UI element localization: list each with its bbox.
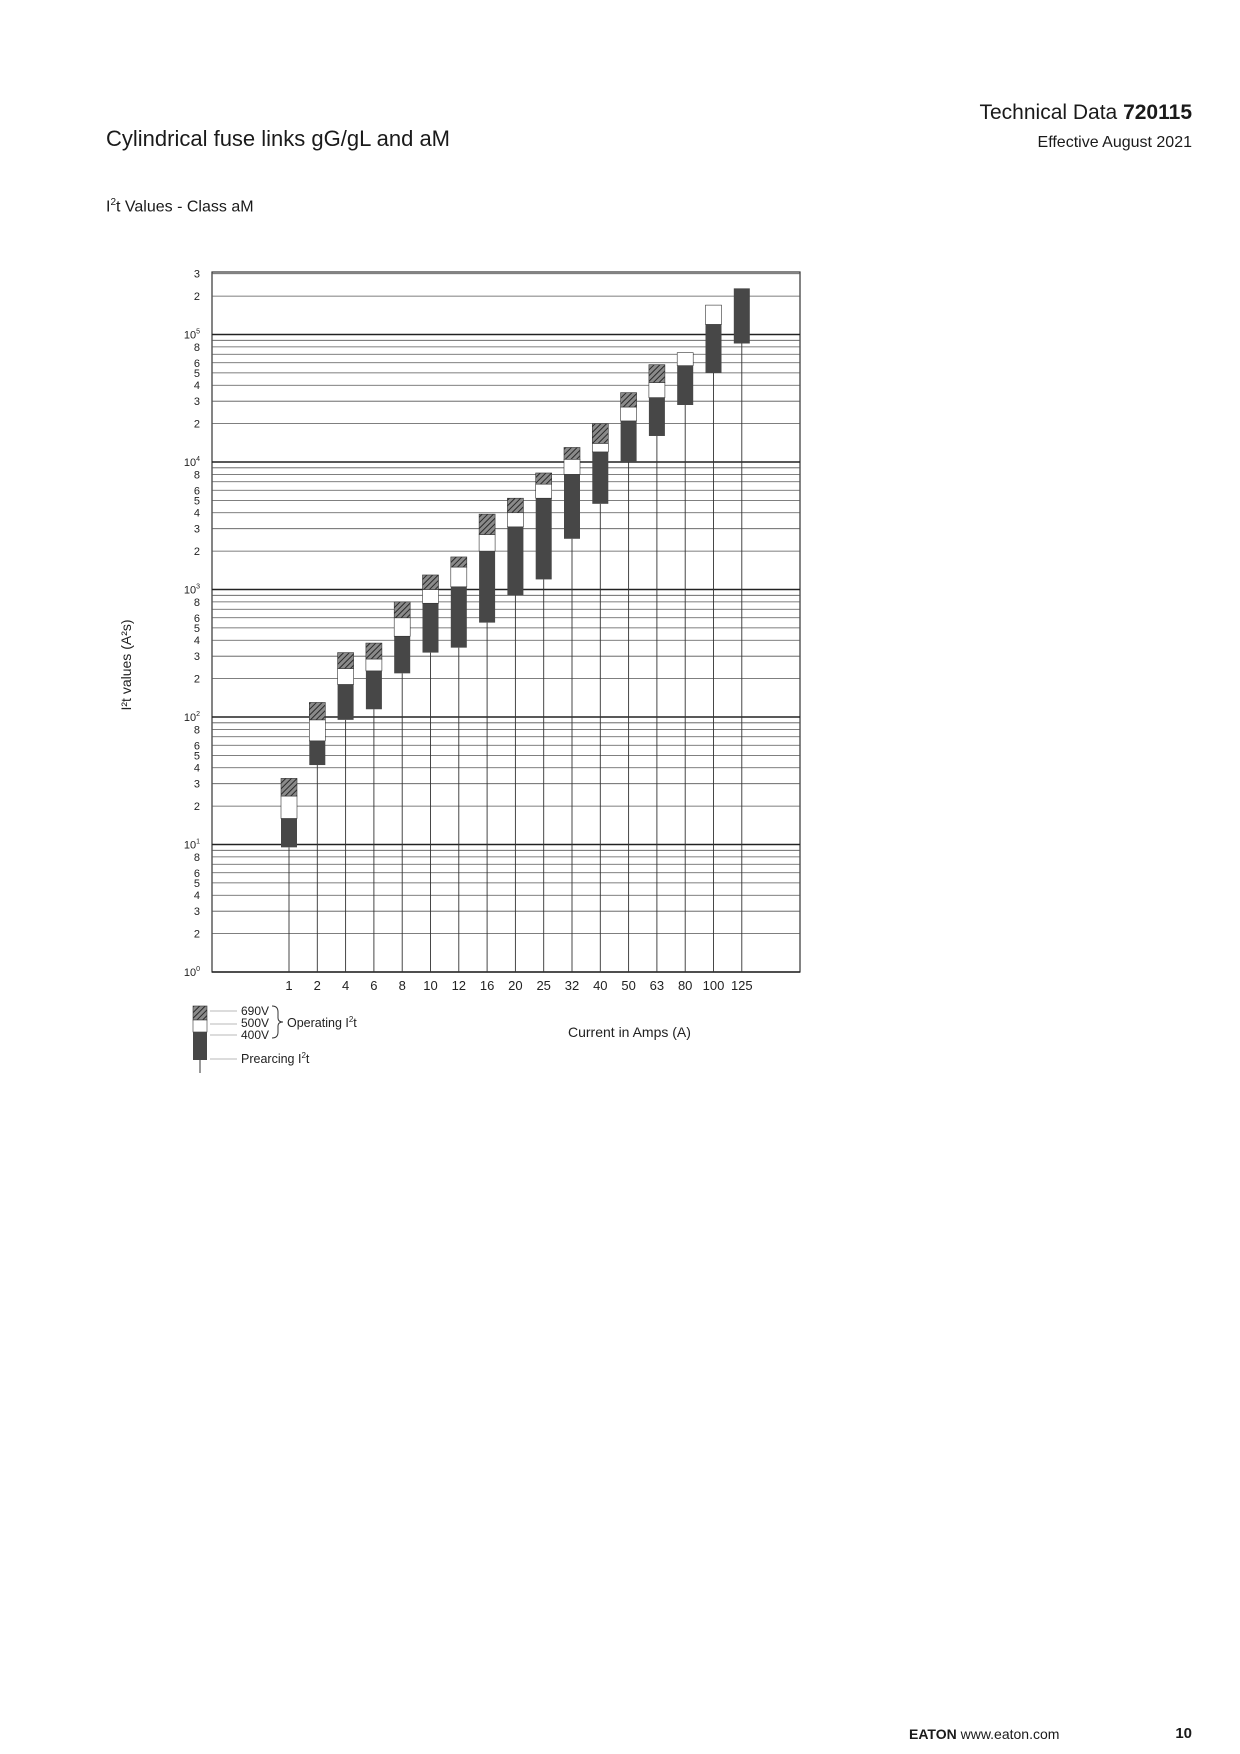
- bar-segment-400v: [649, 398, 665, 436]
- legend: [193, 1004, 357, 1073]
- grid: [212, 272, 800, 972]
- fuse-bar-10A: [423, 575, 439, 972]
- x-tick-label: 32: [564, 978, 580, 993]
- y-tick-label-minor: 4: [193, 890, 200, 903]
- bar-segment-400v: [592, 452, 608, 504]
- y-tick-label-minor: 4: [193, 762, 200, 775]
- bar-segment-400v: [309, 741, 325, 765]
- fuse-bar-50A: [621, 393, 637, 972]
- y-tick-label-minor: 8: [193, 724, 200, 737]
- bar-segment-400v: [479, 551, 495, 622]
- bar-segment-500v: [649, 383, 665, 398]
- bar-segment-400v: [507, 527, 523, 595]
- x-tick-label: 63: [649, 978, 665, 993]
- bar-segment-690v: [309, 702, 325, 719]
- footer-brand: [909, 1726, 1059, 1742]
- bar-segment-500v: [621, 407, 637, 421]
- fuse-bar-2A: [309, 702, 325, 972]
- bar-segment-690v: [479, 514, 495, 534]
- bar-segment-500v: [706, 305, 722, 324]
- x-tick-label: 16: [479, 978, 495, 993]
- x-tick-label: 2: [313, 978, 321, 993]
- y-tick-label-major: $10^4$: [183, 456, 200, 469]
- fuse-bar-16A: [479, 514, 495, 972]
- x-tick-label: 50: [621, 978, 636, 993]
- bar-segment-500v: [677, 353, 693, 366]
- x-tick-label: 80: [677, 978, 693, 993]
- y-tick-label-major: $10^5$: [183, 328, 200, 342]
- fuse-bar-32A: [564, 447, 580, 972]
- bar-segment-400v: [423, 603, 439, 652]
- y-tick-label-major: $10^2$: [183, 711, 200, 724]
- x-tick-label: 100: [702, 978, 725, 993]
- bar-segment-500v: [592, 443, 608, 452]
- y-tick-label-minor: 3: [193, 651, 200, 664]
- y-tick-label-minor: 2: [193, 801, 200, 814]
- y-tick-label-major: $10^1$: [183, 838, 200, 852]
- y-tick-label-minor: 3: [193, 778, 200, 791]
- y-tick-label-minor: 2: [193, 418, 200, 431]
- bar-segment-500v: [366, 659, 382, 671]
- y-tick-label-minor: 5: [193, 367, 200, 380]
- technical-data-number: 720115: [1123, 101, 1192, 124]
- bar-segment-690v: [507, 498, 523, 513]
- x-tick-label: 25: [536, 978, 551, 993]
- y-tick-label-minor: 8: [193, 341, 200, 354]
- y-tick-label-minor: 6: [193, 357, 200, 370]
- bar-segment-690v: [338, 653, 354, 669]
- bar-segment-400v: [734, 288, 750, 343]
- legend-label-690v: 690V: [241, 1004, 270, 1018]
- bar-segment-690v: [366, 643, 382, 659]
- bar-segment-400v: [366, 671, 382, 709]
- y-tick-label-minor: 4: [193, 507, 200, 520]
- x-axis-tick-labels: [285, 978, 752, 993]
- x-tick-label: 10: [423, 978, 438, 993]
- y-tick-label-minor: 6: [193, 867, 200, 880]
- x-axis-label: Current in Amps (A): [568, 1024, 691, 1040]
- bar-segment-690v: [451, 557, 467, 567]
- legend-operating-label: Operating $I^2t$: [287, 1015, 357, 1030]
- fuse-bar-4A: [338, 653, 354, 972]
- bar-segment-500v: [451, 567, 467, 587]
- x-tick-label: 40: [593, 978, 608, 993]
- fuse-bar-6A: [366, 643, 382, 972]
- bar-segment-690v: [592, 424, 608, 444]
- bar-segment-500v: [423, 590, 439, 604]
- x-tick-label: 6: [370, 978, 378, 993]
- legend-brace: [272, 1006, 283, 1038]
- bar-segment-500v: [479, 535, 495, 552]
- y-axis-label: I²t values (A²s): [118, 619, 134, 711]
- bar-segment-500v: [309, 720, 325, 741]
- y-tick-label-minor: 2: [193, 928, 200, 941]
- y-tick-label-minor: 6: [193, 612, 200, 625]
- y-tick-label-minor: 6: [193, 485, 200, 498]
- legend-label-400v: 400V: [241, 1028, 270, 1042]
- fuse-bar-20A: [507, 498, 523, 972]
- y-tick-label-minor: 3: [193, 906, 200, 919]
- x-tick-label: 12: [451, 978, 467, 993]
- fuse-bar-12A: [451, 557, 467, 972]
- fuse-bar-8A: [394, 602, 410, 972]
- legend-690v-swatch: [193, 1006, 207, 1020]
- y-tick-label-major: $10^3$: [183, 583, 200, 597]
- bar-segment-400v: [706, 324, 722, 372]
- bar-segment-690v: [281, 778, 297, 796]
- brand-name: EATON: [909, 1726, 957, 1742]
- y-tick-label-minor: 2: [193, 673, 200, 686]
- y-tick-label-minor: 5: [193, 495, 200, 508]
- y-tick-label-minor: 5: [193, 622, 200, 635]
- bar-segment-500v: [564, 459, 580, 474]
- y-tick-label-minor: 5: [193, 877, 200, 890]
- bar-segment-690v: [394, 602, 410, 618]
- y-axis-tick-labels: [184, 269, 200, 979]
- y-tick-label-minor: 3: [193, 523, 200, 536]
- bar-segment-400v: [281, 818, 297, 847]
- bar-segment-400v: [621, 421, 637, 462]
- y-tick-label-minor: 6: [193, 740, 200, 753]
- bar-segment-690v: [564, 447, 580, 459]
- plot-frame: [212, 272, 800, 972]
- bar-segment-500v: [507, 513, 523, 527]
- section-title: $I^2t$ Values - Class aM: [106, 197, 254, 216]
- x-tick-label: 4: [341, 978, 350, 993]
- x-tick-label: 125: [730, 978, 753, 993]
- x-tick-label: 8: [398, 978, 406, 993]
- y-tick-label-minor: 5: [193, 750, 200, 763]
- fuse-bar-1A: [281, 778, 297, 972]
- y-tick-label-minor: 8: [193, 596, 200, 609]
- bars: [281, 288, 750, 972]
- legend-400v-swatch: [193, 1032, 207, 1060]
- y-tick-label-minor: 4: [193, 380, 200, 393]
- fuse-bar-125A: [734, 288, 750, 972]
- bar-segment-500v: [394, 618, 410, 636]
- y-tick-label-minor: 8: [193, 851, 200, 864]
- bar-segment-400v: [451, 587, 467, 648]
- legend-prearcing-label: Prearcing $I^2t$: [241, 1051, 310, 1066]
- footer-url[interactable]: www.eaton.com: [960, 1726, 1060, 1742]
- bar-segment-400v: [394, 636, 410, 673]
- bar-segment-500v: [281, 796, 297, 818]
- technical-data-label: Technical Data: [979, 101, 1118, 124]
- bar-segment-690v: [536, 473, 552, 484]
- document-title: Cylindrical fuse links gG/gL and aM: [106, 126, 451, 151]
- bar-segment-400v: [564, 474, 580, 538]
- effective-date: Effective August 2021: [1037, 134, 1192, 151]
- y-tick-label-minor: 2: [193, 546, 200, 559]
- fuse-bar-63A: [649, 365, 665, 972]
- x-tick-label: 1: [285, 978, 293, 993]
- fuse-bar-40A: [592, 424, 608, 972]
- bar-segment-400v: [677, 366, 693, 405]
- bar-segment-690v: [621, 393, 637, 407]
- bar-segment-690v: [423, 575, 439, 590]
- legend-label-500v: 500V: [241, 1016, 270, 1030]
- legend-500v-swatch: [193, 1020, 207, 1032]
- bar-segment-400v: [338, 684, 354, 719]
- y-tick-label-minor: 4: [193, 635, 200, 648]
- fuse-bar-80A: [677, 353, 693, 972]
- bar-segment-400v: [536, 498, 552, 579]
- y-tick-label-minor: 2: [193, 291, 200, 304]
- x-tick-label: 20: [508, 978, 523, 993]
- page-number: 10: [1175, 1725, 1192, 1742]
- fuse-bar-100A: [706, 305, 722, 972]
- bar-segment-500v: [536, 484, 552, 498]
- bar-segment-690v: [649, 365, 665, 383]
- y-tick-label-major: $10^0$: [183, 966, 200, 979]
- bar-segment-500v: [338, 669, 354, 685]
- y-tick-label-minor: 3: [193, 396, 200, 409]
- y-tick-label-minor: 8: [193, 469, 200, 482]
- y-tick-label-minor: 3: [193, 268, 200, 281]
